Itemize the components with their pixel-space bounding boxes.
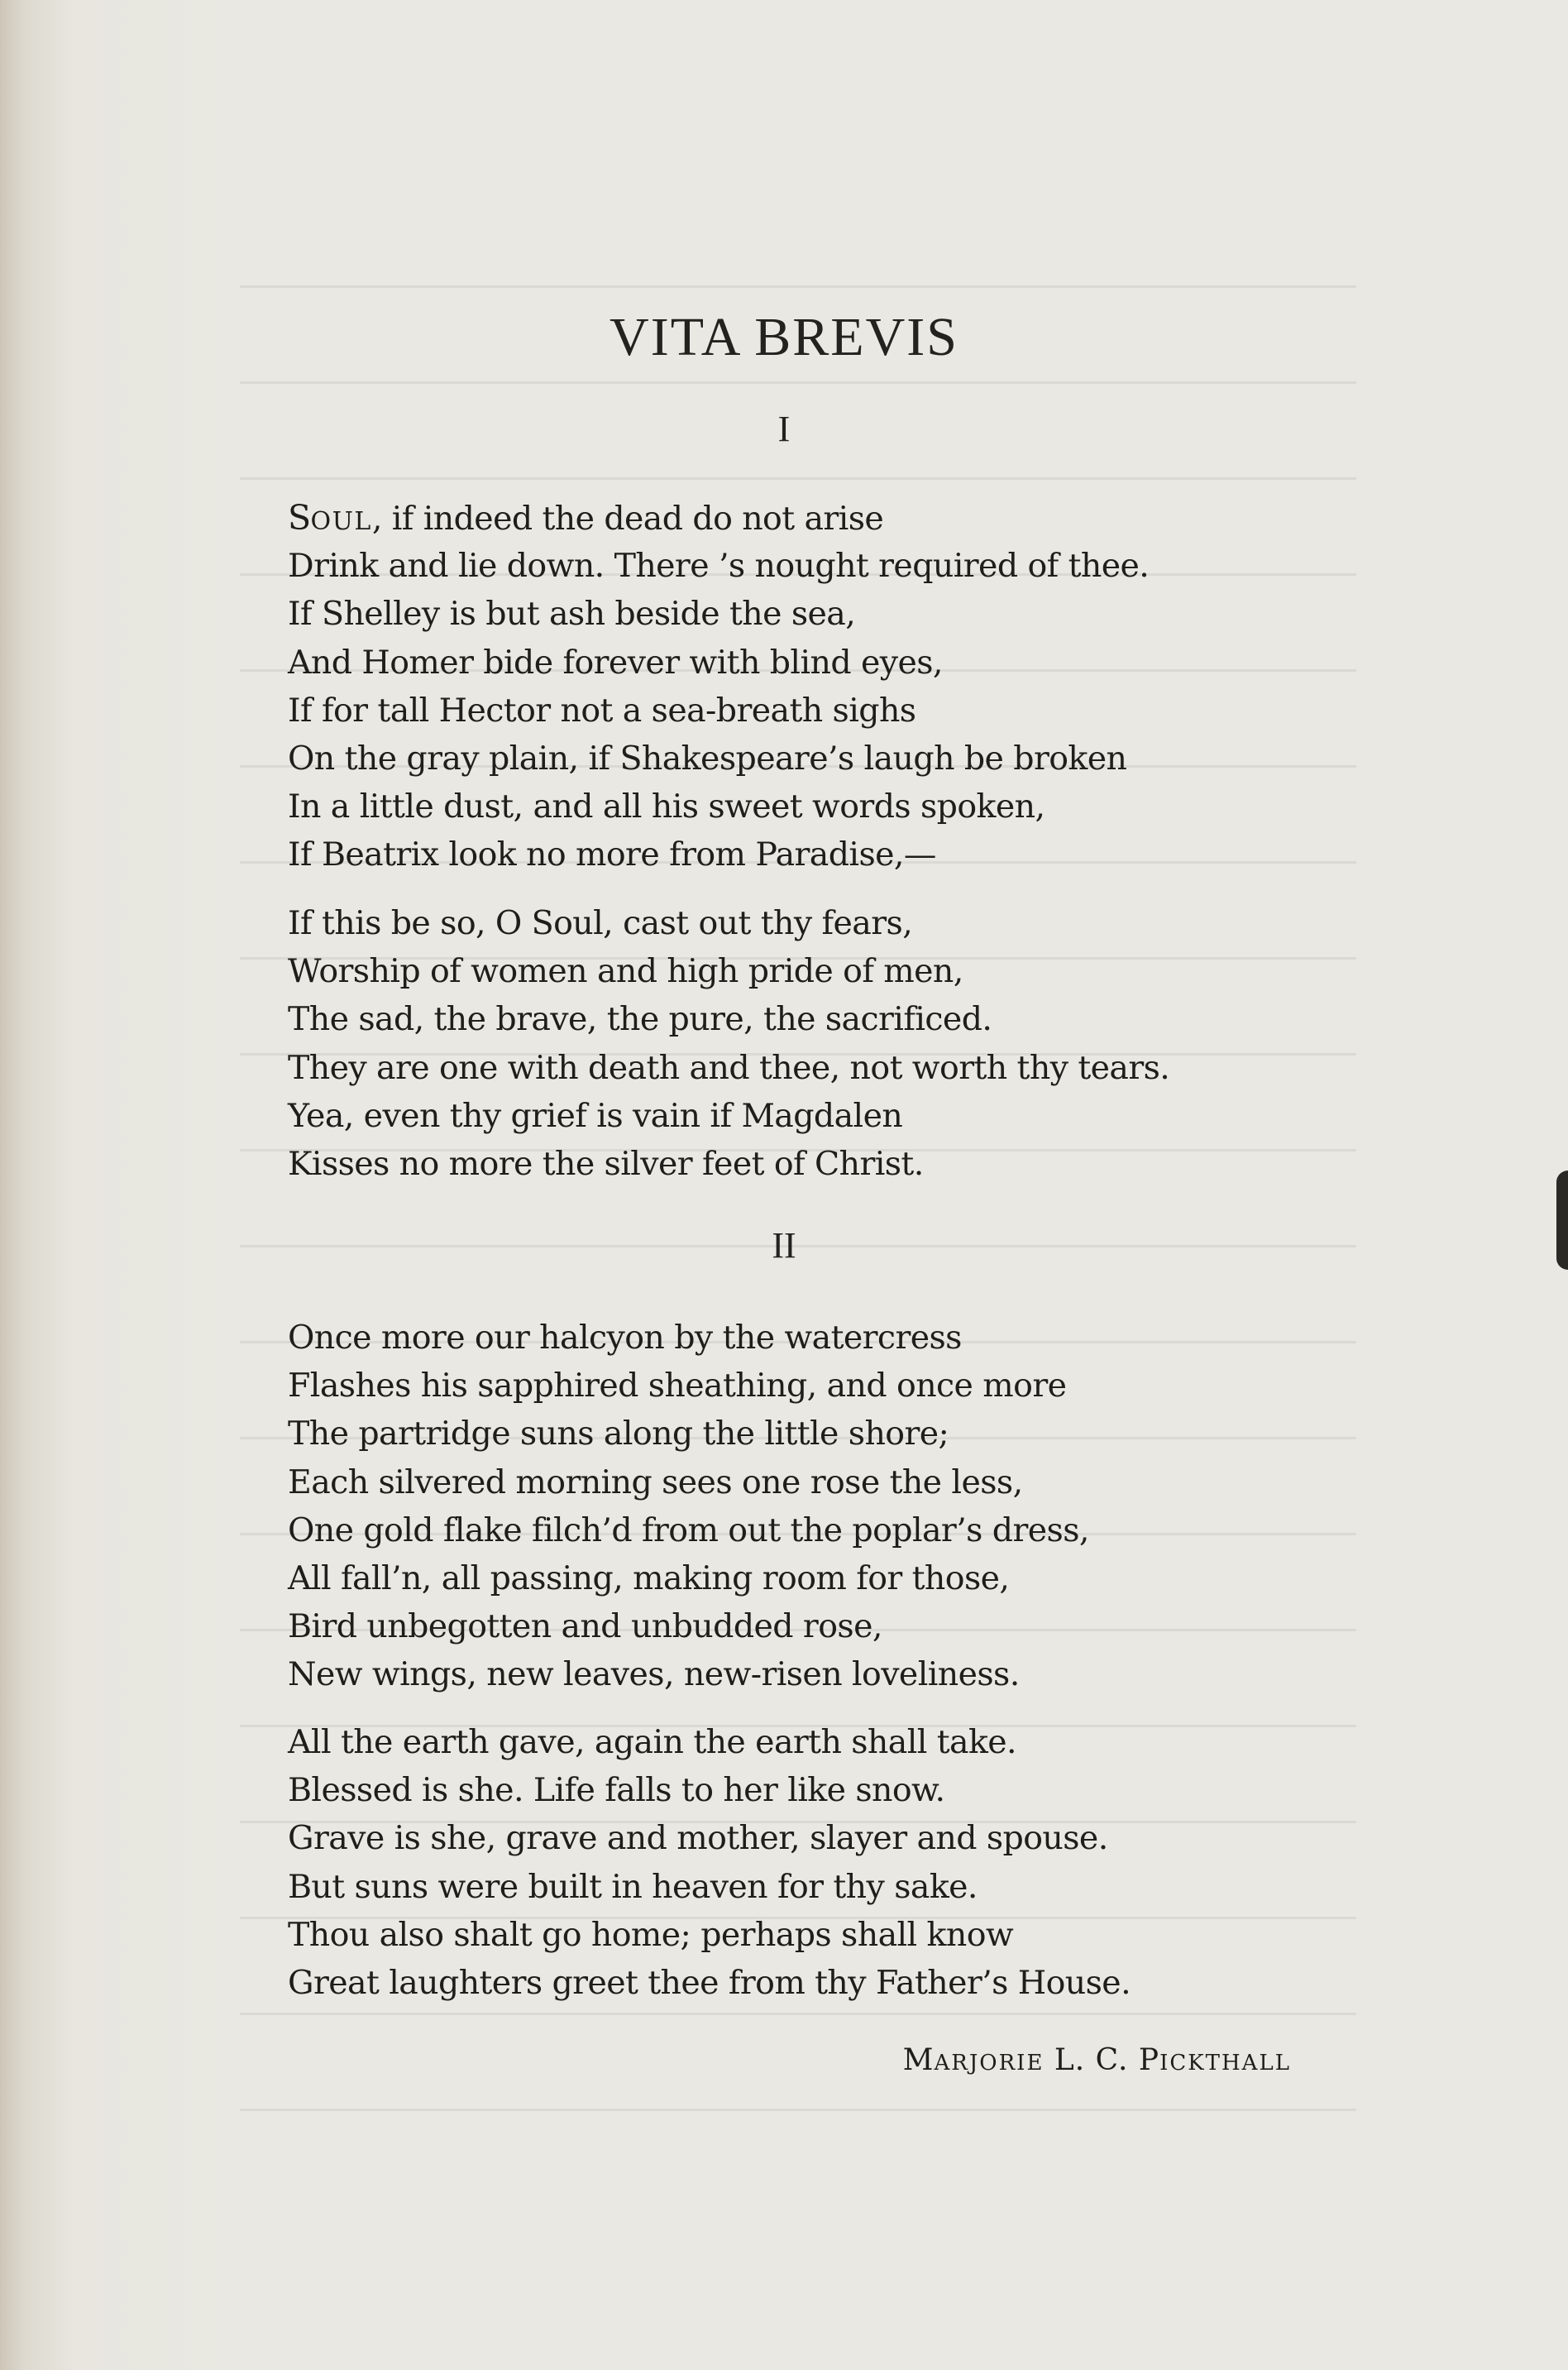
- poem-line: New wings, new leaves, new-risen loveliness.: [288, 1655, 1020, 1694]
- stanza-4: [288, 1718, 1363, 2007]
- poem-line: If this be so, O Soul, cast out thy fears,: [288, 904, 913, 942]
- poem-title: VITA BREVIS: [610, 307, 958, 367]
- author-first-rest: ARJORIE: [934, 2051, 1045, 2076]
- poem-line: [288, 494, 1363, 542]
- poem-line: Thou also shalt go home; perhaps shall know: [288, 1915, 1014, 1954]
- poem-line: But suns were built in heaven for thy sake.: [288, 1867, 978, 1906]
- poem-line: And Homer bide forever with blind eyes,: [288, 643, 943, 682]
- poem-line: If Beatrix look no more from Paradise,—: [288, 835, 936, 874]
- poem-line: They are one with death and thee, not worth thy tears.: [288, 1048, 1170, 1087]
- poem-line: Blessed is she. Life falls to her like snow.: [288, 1771, 945, 1810]
- poem-line: Great laughters greet thee from thy Father’s House.: [288, 1963, 1131, 2002]
- small-caps-word: OUL: [310, 507, 372, 536]
- author-last-cap: P: [1138, 2043, 1160, 2077]
- poem-line: Bird unbegotten and unbudded rose,: [288, 1607, 882, 1646]
- poem-line: Worship of women and high pride of men,: [288, 952, 963, 991]
- author-signature: [903, 2043, 1291, 2077]
- page-edge-tab: [1556, 1171, 1568, 1270]
- poem-line: On the gray plain, if Shakespeare’s laugh be broken: [288, 739, 1127, 778]
- author-first-cap: M: [902, 2043, 935, 2077]
- poem-line: The sad, the brave, the pure, the sacrificed.: [288, 1000, 992, 1039]
- poem-line: If Shelley is but ash beside the sea,: [288, 595, 856, 634]
- section-numeral-1: I: [777, 409, 791, 449]
- poem-line: Kisses no more the silver feet of Christ.: [288, 1144, 924, 1183]
- poem-line: All the earth gave, again the earth shall take.: [288, 1723, 1017, 1761]
- poem-line: The partridge suns along the little shore;: [288, 1415, 949, 1453]
- stanza-2: [288, 899, 1363, 1188]
- poem-line: Yea, even thy grief is vain if Magdalen: [288, 1096, 903, 1135]
- stanza-1: [288, 494, 1363, 879]
- drop-small-cap: S: [288, 498, 311, 538]
- author-initials: L. C.: [1054, 2043, 1129, 2077]
- section-numeral-2: II: [772, 1225, 796, 1266]
- poem-line: Flashes his sapphired sheathing, and once more: [288, 1367, 1067, 1405]
- poem-line: All fall’n, all passing, making room for those,: [288, 1558, 1010, 1597]
- stanza-3: [288, 1314, 1363, 1699]
- poem-line: Grave is she, grave and mother, slayer and spouse.: [288, 1819, 1108, 1858]
- poem-line: If for tall Hector not a sea-breath sighs: [288, 691, 916, 730]
- first-line-text: , if indeed the dead do not arise: [371, 500, 884, 538]
- poem-line: Each silvered morning sees one rose the less,: [288, 1463, 1023, 1501]
- poem-line: In a little dust, and all his sweet words spoken,: [288, 788, 1045, 826]
- poem-line: Once more our halcyon by the watercress: [288, 1319, 962, 1357]
- poem-line: One gold flake filch’d from out the poplar’s dress,: [288, 1511, 1089, 1549]
- poem-line: Drink and lie down. There ’s nought required of thee.: [288, 547, 1150, 586]
- author-last-rest: ICKTHALL: [1159, 2051, 1291, 2076]
